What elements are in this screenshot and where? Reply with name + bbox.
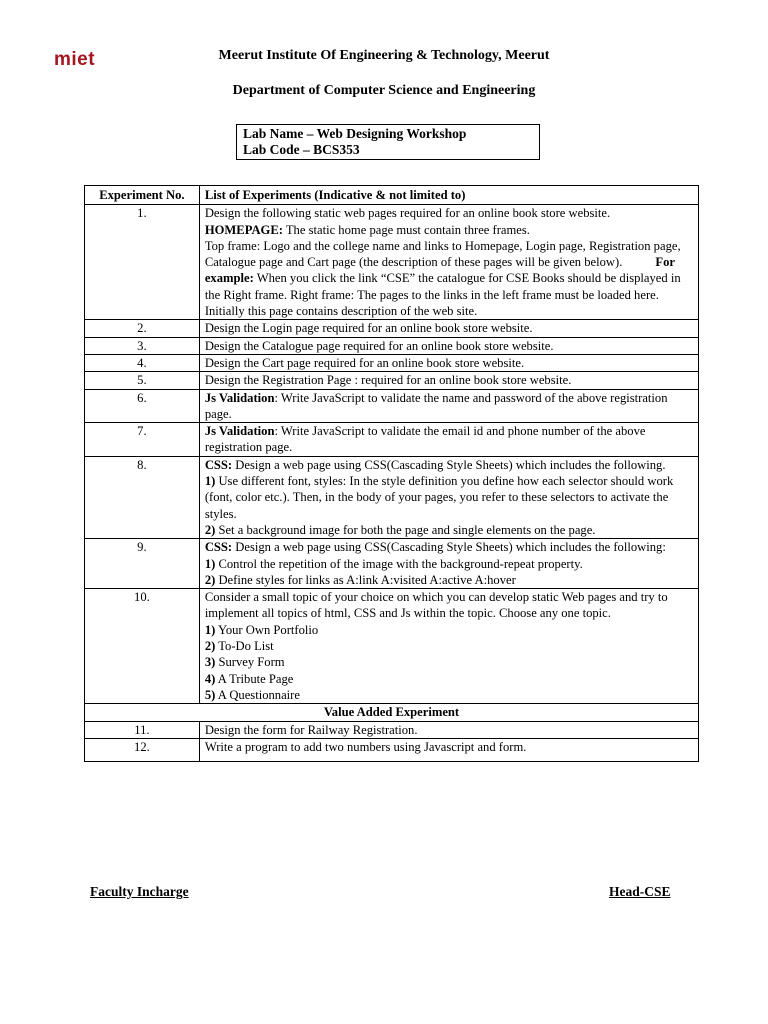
experiments-table xyxy=(84,185,699,762)
text-line xyxy=(205,457,693,473)
bold-label: 2) xyxy=(204,639,216,654)
bold-label: HOMEPAGE: xyxy=(204,222,283,237)
text-line xyxy=(205,556,693,572)
head-cse-signature: Head-CSE xyxy=(609,884,671,899)
header-experiment-no: Experiment No. xyxy=(85,186,200,205)
lab-name: Lab Name – Web Designing Workshop xyxy=(243,126,467,141)
list-item xyxy=(205,654,693,670)
text-span: A Tribute Page xyxy=(215,671,294,686)
header-list-of-experiments: List of Experiments (Indicative & not limited to) xyxy=(199,186,698,205)
text-line xyxy=(205,238,693,271)
experiment-description xyxy=(199,423,698,457)
text-line: Design the following static web pages required for an online book store website. xyxy=(204,206,611,221)
value-added-row xyxy=(85,704,699,721)
bold-label: 3) xyxy=(204,655,216,670)
table-row xyxy=(85,456,699,538)
experiment-description xyxy=(199,539,698,589)
experiment-description: Design the Registration Page : required for an online book store website. xyxy=(199,372,698,389)
table-row xyxy=(85,389,699,423)
experiment-number: 3. xyxy=(85,337,200,354)
experiment-description: Design the Cart page required for an online book store website. xyxy=(199,354,698,371)
table-row xyxy=(85,205,699,320)
bold-label: 2) xyxy=(204,522,216,537)
text-span: Your Own Portfolio xyxy=(215,622,319,637)
experiment-number: 7. xyxy=(85,423,200,457)
table-header-row xyxy=(85,186,699,205)
table-row xyxy=(85,738,699,761)
bold-label: 2) xyxy=(204,572,216,587)
bold-label: example: xyxy=(204,271,254,286)
text-span: Design a web page using CSS(Cascading Style Sheets) which includes the following: xyxy=(232,540,666,555)
table-row xyxy=(85,589,699,704)
text-span: : Write JavaScript to validate the name and password of the above registration page. xyxy=(204,390,668,421)
text-span: To-Do List xyxy=(215,639,274,654)
experiment-description: Design the Catalogue page required for an online book store website. xyxy=(199,337,698,354)
bold-label: 5) xyxy=(204,687,216,702)
experiment-description xyxy=(199,456,698,538)
experiment-description xyxy=(199,389,698,423)
table-row xyxy=(85,721,699,738)
table-row xyxy=(85,539,699,589)
list-item xyxy=(205,671,693,687)
text-line xyxy=(205,270,693,319)
experiment-number: 12. xyxy=(85,738,200,761)
text-span: Control the repetition of the image with the background-repeat property. xyxy=(215,556,583,571)
list-item xyxy=(205,687,693,703)
text-span: A Questionnaire xyxy=(215,687,300,702)
faculty-incharge-signature: Faculty Incharge xyxy=(90,884,189,899)
logo-text: miet xyxy=(54,49,96,70)
text-span: When you click the link “CSE” the catalogue for CSE Books should be displayed in the Right frame. Right frame: The pages to the links in the left frame must be loaded here. Initially this page contains description of the web site. xyxy=(204,271,681,319)
table-row xyxy=(85,372,699,389)
experiment-number: 8. xyxy=(85,456,200,538)
bold-label: Js Validation xyxy=(204,390,275,405)
experiment-number: 11. xyxy=(85,721,200,738)
experiment-description: Design the Login page required for an online book store website. xyxy=(199,320,698,337)
experiment-number: 4. xyxy=(85,354,200,371)
text-span: Set a background image for both the page and single elements on the page. xyxy=(215,522,596,537)
text-line xyxy=(205,539,693,555)
list-item xyxy=(205,638,693,654)
experiment-description xyxy=(199,205,698,320)
bold-label: CSS: xyxy=(204,457,233,472)
bold-label: 4) xyxy=(204,671,216,686)
text-line: Consider a small topic of your choice on which you can develop static Web pages and try to implement all topics of html, CSS and Js within the topic. Choose any one topic. xyxy=(204,590,668,621)
experiment-description xyxy=(199,589,698,704)
experiment-number: 5. xyxy=(85,372,200,389)
lab-info-box xyxy=(236,124,540,160)
table-row xyxy=(85,423,699,457)
bold-label: 1) xyxy=(204,474,216,489)
text-span: Define styles for links as A:link A:visited A:active A:hover xyxy=(215,572,516,587)
experiment-number: 1. xyxy=(85,205,200,320)
experiment-number: 6. xyxy=(85,389,200,423)
bold-label: 1) xyxy=(204,622,216,637)
institute-title: Meerut Institute Of Engineering & Technology, Meerut xyxy=(218,48,550,63)
experiment-description: Design the form for Railway Registration. xyxy=(199,721,698,738)
table-row xyxy=(85,320,699,337)
text-span: Use different font, styles: In the style definition you define how each selector should work (font, color etc.). Then, in the body of your pages, you refer to these selectors to activate the styles. xyxy=(204,474,674,521)
text-line xyxy=(205,473,693,522)
text-span: The static home page must contain three frames. xyxy=(282,222,530,237)
text-span: Survey Form xyxy=(215,655,285,670)
lab-code: Lab Code – BCS353 xyxy=(243,142,360,157)
bold-label: CSS: xyxy=(204,540,233,555)
experiment-number: 10. xyxy=(85,589,200,704)
table-row xyxy=(85,337,699,354)
bold-label: Js Validation xyxy=(204,424,275,439)
bold-label: 1) xyxy=(204,556,216,571)
text-line xyxy=(205,222,693,238)
text-span: Design a web page using CSS(Cascading Style Sheets) which includes the following. xyxy=(232,457,666,472)
bold-label: For xyxy=(655,255,675,270)
experiment-description: Write a program to add two numbers using Javascript and form. xyxy=(199,738,698,761)
experiment-number: 2. xyxy=(85,320,200,337)
table-row xyxy=(85,354,699,371)
text-line xyxy=(205,522,693,538)
experiment-number: 9. xyxy=(85,539,200,589)
department-title: Department of Computer Science and Engineering xyxy=(232,83,536,98)
list-item xyxy=(205,622,693,638)
text-span: Top frame: Logo and the college name and links to Homepage, Login page, Registration page, Catalogue page and Cart page (the description of these pages will be given below). xyxy=(204,238,681,270)
text-line xyxy=(205,572,693,588)
text-span: : Write JavaScript to validate the email id and phone number of the above registration page. xyxy=(204,424,646,455)
value-added-heading: Value Added Experiment xyxy=(85,704,699,721)
